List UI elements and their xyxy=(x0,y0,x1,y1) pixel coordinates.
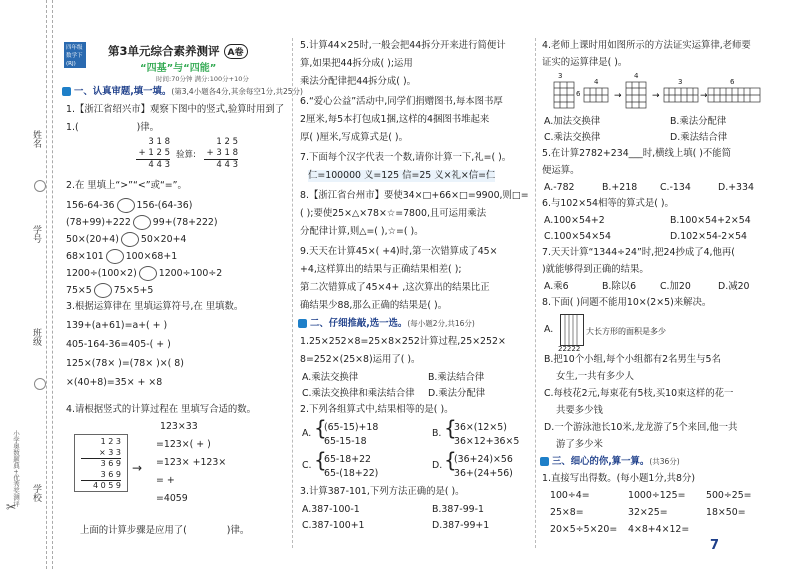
c5-option: D.+334 xyxy=(718,182,754,193)
vertical-row: 1 2 3 xyxy=(100,437,121,446)
vertical-row: + 3 1 8 xyxy=(204,148,238,160)
q4-step: =4059 xyxy=(156,493,188,504)
grid-lines xyxy=(708,88,760,102)
c4-option: C.乘法交换律 xyxy=(544,132,601,143)
grid-lines xyxy=(584,88,608,102)
c1-option: C.乘法交换律和乘法结合律 xyxy=(302,388,415,399)
time-info: 时间:70分钟 满分:100分+10分 xyxy=(156,75,249,83)
edition-label: 四年级数学下 xyxy=(66,45,83,59)
q1-vertical-figure xyxy=(136,137,286,173)
q9-line: 9.天天在计算45×( +4)时,第一次错算成了45× xyxy=(300,246,498,257)
q2-right: 50×20+4 xyxy=(140,234,187,245)
c2-option-label: C. xyxy=(302,460,312,471)
q4-tail-b: )律。 xyxy=(226,525,250,536)
vertical-row: 3 6 9 xyxy=(100,459,121,468)
scissors-icon: ✂ xyxy=(6,500,17,514)
c5-option: B.+218 xyxy=(602,182,638,193)
q3-row: ×(40+8)=35× + ×8 xyxy=(66,377,163,388)
q3-row: 139+(a+61)=a+( + ) xyxy=(66,320,168,331)
q2-right: 1200÷100÷2 xyxy=(158,268,223,279)
q1-text-b: 律。 xyxy=(140,122,160,133)
section-3-title: 三、细心的你,算一算。 xyxy=(552,456,650,467)
section-2-heading xyxy=(298,318,475,330)
c2-option-label: B. xyxy=(432,428,442,439)
c8-option: 游了多少米 xyxy=(556,439,603,450)
title-text: 第3单元综合素养测评 xyxy=(108,44,220,58)
c2-option-expr: (65-15)+18 xyxy=(324,422,379,433)
vertical-row: 1 2 5 xyxy=(216,137,238,147)
student-id-label: 学号 xyxy=(31,225,41,243)
brace-icon: { xyxy=(314,448,327,472)
calc-item: 25×8= xyxy=(550,507,584,518)
q7-line: 7.下面每个汉字代表一个数,请你计算一下,礼=( )。 xyxy=(300,152,512,163)
left-column xyxy=(60,0,303,569)
fig-label: 6 xyxy=(576,90,581,98)
c6-option: C.100×54×54 xyxy=(544,231,611,242)
c6-text: 6.与102×54相等的算式是( )。 xyxy=(542,198,674,209)
school-label: 学校 xyxy=(31,484,41,502)
fig-label: 3 xyxy=(558,72,563,80)
c6-option: A.100×54+2 xyxy=(544,215,605,226)
c1-option: D.乘法分配律 xyxy=(428,388,486,399)
q2-text: 2.在 里填上“>”“<”或“=”。 xyxy=(66,180,187,191)
q9-line: 确结果少88,那么正确的结果是( )。 xyxy=(300,300,448,311)
calc-item: 500÷25= xyxy=(706,490,752,501)
c4-option: B.乘法分配律 xyxy=(670,116,727,127)
q4-tail xyxy=(80,525,249,537)
q2-left: 75×5 xyxy=(66,285,92,296)
vertical-left xyxy=(136,137,170,171)
class-label: 班级 xyxy=(31,328,41,346)
c2-option-expr: 65-(18+22) xyxy=(324,468,379,479)
q2-right: 99+(78+222) xyxy=(152,217,218,228)
column-divider xyxy=(292,38,293,548)
c2-option-expr: (36+24)×56 xyxy=(454,454,513,465)
q5-line: 5.计算44×25时,一般会把44拆分开来进行简便计 xyxy=(300,40,506,51)
comparison-blank xyxy=(121,232,139,247)
q4-vertical-figure xyxy=(74,434,128,492)
q1-text-a: 1.【浙江省绍兴市】观察下图中的竖式,验算时用到了 xyxy=(66,104,285,115)
c2-text: 2.下列各组算式中,结果相等的是( )。 xyxy=(300,404,454,415)
c7-line: )就能够得到正确的结果。 xyxy=(542,264,649,275)
c8-text: 8.下面( )问题不能用10×(2×5)来解决。 xyxy=(542,297,712,308)
q1-answer: 1.( )律。 xyxy=(66,122,160,133)
c1-line: 1.25×252×8=25×8×252计算过程,25×252× xyxy=(300,336,506,347)
column-divider xyxy=(535,38,536,548)
comparison-blank xyxy=(139,266,157,281)
vertical-row: + 1 2 5 xyxy=(136,148,170,160)
calc-item: 32×25= xyxy=(628,507,668,518)
q4-tail-a: 上面的计算步骤是应用了( xyxy=(80,525,187,536)
fig-label: 4 xyxy=(594,78,599,86)
q4-text: 4.请根据竖式的计算过程在 里填写合适的数。 xyxy=(66,404,257,415)
q6-line: 6.“爱心公益”活动中,同学们捐赠图书,每本图书厚 xyxy=(300,96,503,107)
q2-right: 75×5+5 xyxy=(113,285,154,296)
calc-item: 18×50= xyxy=(706,507,746,518)
c2-option-expr: 65-18+22 xyxy=(324,454,372,465)
calc-item: 4×8+4×12= xyxy=(628,524,690,535)
q5-line: 算,如果把44拆分成( );运用 xyxy=(300,58,413,69)
c2-option-label: A. xyxy=(302,428,312,439)
middle-column xyxy=(298,0,530,569)
c8-fig-nums: 22222 xyxy=(558,345,581,353)
q2-left: 156-64-36 xyxy=(66,200,115,211)
edition-badge xyxy=(64,42,86,68)
grid-lines xyxy=(626,82,646,108)
section-icon xyxy=(62,87,71,96)
vertical-right xyxy=(204,137,238,171)
c8-option: D.一个游泳池长10米,龙龙游了5个来回,他一共 xyxy=(544,422,738,433)
q7-formula: 仁=100000 义=125 信=25 义×礼×信=仁 xyxy=(308,170,496,181)
page-number: 7 xyxy=(710,538,720,553)
q1-text xyxy=(66,104,284,116)
c5-line: 5.在计算2782+234___时,横线上填( )不能简 xyxy=(542,148,732,159)
c8-option: B.把10个小组,每个小组都有2名男生与5名 xyxy=(544,354,721,365)
c3-option: D.387-99+1 xyxy=(432,520,490,531)
c2-option-expr: 36+(24+56) xyxy=(454,468,513,479)
brace-icon: { xyxy=(444,448,457,472)
q3-text: 3.根据运算律在 里填运算符号,在 里填数。 xyxy=(66,301,244,312)
subtitle: “四基”与“四能” xyxy=(140,63,217,74)
c1-option: B.乘法结合律 xyxy=(428,372,485,383)
c7-option: C.加20 xyxy=(660,281,691,292)
c8-fig-text: 大长方形的面积是多少 xyxy=(586,327,666,336)
right-column xyxy=(540,0,790,569)
section-1-heading xyxy=(62,86,303,98)
fig-label: 3 xyxy=(678,78,683,86)
section-2-title: 二、仔细推敲,选一选。 xyxy=(310,318,408,329)
vertical-row: 3 6 9 xyxy=(81,470,121,482)
binding-hole xyxy=(34,378,46,390)
version-badge: A卷 xyxy=(224,44,248,59)
q2-left: (78+99)+222 xyxy=(66,217,131,228)
c4-option: D.乘法结合律 xyxy=(670,132,728,143)
edition-sub: (RJ) xyxy=(66,61,76,67)
q4-step: =123× +123× xyxy=(156,457,227,468)
binding-line xyxy=(46,0,47,569)
vertical-row: × 3 3 xyxy=(81,448,121,460)
q2-right: 100×68+1 xyxy=(125,251,178,262)
section-1-title: 一、认真审题,填一填。 xyxy=(74,86,172,97)
section-icon xyxy=(540,457,549,466)
c7-line: 7.天天计算“1344÷24”时,把24抄成了4,他再( xyxy=(542,247,735,258)
arrow-icon: → xyxy=(614,91,622,101)
vertical-row: 4 0 5 9 xyxy=(93,481,121,490)
c7-option: A.乘6 xyxy=(544,281,569,292)
c4-line: 4.老师上课时用如图所示的方法证实运算律,老师要 xyxy=(542,40,751,51)
q2-left: 50×(20+4) xyxy=(66,234,119,245)
q2-row xyxy=(66,198,192,213)
section-3-note: (共36分) xyxy=(649,457,680,466)
q8-line: 分配律计算,则△=( ),☆=( )。 xyxy=(300,226,424,237)
vertical-row: 4 4 3 xyxy=(216,160,238,170)
c1-line: 8=252×(25×8)运用了( )。 xyxy=(300,354,421,365)
section-icon xyxy=(298,319,307,328)
q8-line: ( );要使25×△×78×☆=7800,且可运用乘法 xyxy=(300,208,487,219)
section-3-heading xyxy=(540,456,680,468)
calc-item: 20×5÷5×20= xyxy=(550,524,618,535)
vertical-row: 4 4 3 xyxy=(148,160,170,170)
check-label: 验算: xyxy=(176,150,196,160)
name-label: 姓名 xyxy=(31,130,41,148)
rect-lines xyxy=(565,315,577,345)
page-title xyxy=(108,43,248,59)
q5-line: 乘法分配律把44拆分成( )。 xyxy=(300,76,416,87)
fig-label: 6 xyxy=(730,78,735,86)
fig-label: 4 xyxy=(634,72,639,80)
q4-step: = + xyxy=(156,475,175,486)
q8-line: 8.【浙江省台州市】要使34×□+66×□=9900,则□= xyxy=(300,190,529,201)
q6-line: 厚( )厘米,写成算式是( )。 xyxy=(300,132,408,143)
q2-left: 68×101 xyxy=(66,251,104,262)
c7-option: D.减20 xyxy=(718,281,750,292)
q4-expression: 123×33 xyxy=(160,421,198,432)
q2-right: 156-(64-36) xyxy=(136,200,193,211)
q3-row: 125×(78× )=(78× )×( 8) xyxy=(66,358,184,369)
q6-line: 2厘米,每5本打包成1捆,这样的4捆图书堆起来 xyxy=(300,114,490,125)
grid-lines xyxy=(554,82,574,108)
comparison-blank xyxy=(94,283,112,298)
c8-option: C.每枝花2元,每束花有5枝,买10束这样的花一 xyxy=(544,388,734,399)
comparison-blank xyxy=(133,215,151,230)
q2-row xyxy=(66,215,218,230)
c5-option: A.-782 xyxy=(544,182,575,193)
binding-line xyxy=(52,0,53,569)
brace-icon: { xyxy=(444,416,457,440)
c5-line: 便运算。 xyxy=(542,165,580,176)
binding-hole xyxy=(34,180,46,192)
q2-row xyxy=(66,232,186,247)
q2-row xyxy=(66,249,177,264)
q2-row xyxy=(66,266,222,281)
q2-row xyxy=(66,283,153,298)
c3-option: B.387-99-1 xyxy=(432,504,484,515)
c2-option-expr: 36×(12×5) xyxy=(454,422,507,433)
c8-option: 共要多少钱 xyxy=(556,405,603,416)
c5-option: C.-134 xyxy=(660,182,691,193)
c2-option-expr: 65-15-18 xyxy=(324,436,367,447)
c6-option: B.100×54+2×54 xyxy=(670,215,751,226)
section-1-note: (第3,4小题各4分,其余每空1分,共25分) xyxy=(171,87,303,96)
q3-row: 405-164-36=405-( + ) xyxy=(66,339,171,350)
calc-item: 1000÷125= xyxy=(628,490,686,501)
brand-strip: 小学奥数题典+优秀奖测评 xyxy=(12,430,20,507)
q9-line: +4,这样算出的结果与正确结果相差( ); xyxy=(300,264,462,275)
comparison-blank xyxy=(106,249,124,264)
c8-option-a: A. xyxy=(544,324,554,335)
c8-rect-figure xyxy=(560,314,584,346)
c8-rect-lines xyxy=(561,315,583,345)
q4-step: =123×( + ) xyxy=(156,439,211,450)
c4-figure xyxy=(548,72,763,112)
c7-option: B.除以6 xyxy=(602,281,637,292)
c1-option: A.乘法交换律 xyxy=(302,372,359,383)
q9-line: 第二次错算成了45×4+ ,这次算出的结果比正 xyxy=(300,282,490,293)
grid-lines xyxy=(664,88,698,102)
c3-option: A.387-100-1 xyxy=(302,504,360,515)
section-2-note: (每小题2分,共16分) xyxy=(407,319,475,328)
arrow-icon: → xyxy=(700,91,708,101)
c6-option: D.102×54-2×54 xyxy=(670,231,748,242)
brace-icon: { xyxy=(314,416,327,440)
vertical-row: 3 1 8 xyxy=(148,137,170,147)
c2-option-expr: 36×12+36×5 xyxy=(454,436,520,447)
q2-left: 1200÷(100×2) xyxy=(66,268,137,279)
c4-line: 证实的运算律是( )。 xyxy=(542,57,628,68)
calc-item: 100÷4= xyxy=(550,490,590,501)
c3-option: C.387-100+1 xyxy=(302,520,365,531)
arrow-icon: → xyxy=(132,461,143,475)
calc-text: 1.直接写出得数。(每小题1分,共8分) xyxy=(542,473,696,484)
c8-option: 女生,一共有多少人 xyxy=(556,371,634,382)
c3-text: 3.计算387-101,下列方法正确的是( )。 xyxy=(300,486,465,497)
c4-option: A.加法交换律 xyxy=(544,116,601,127)
comparison-blank xyxy=(117,198,135,213)
arrow-icon: → xyxy=(652,91,660,101)
c2-option-label: D. xyxy=(432,460,443,471)
